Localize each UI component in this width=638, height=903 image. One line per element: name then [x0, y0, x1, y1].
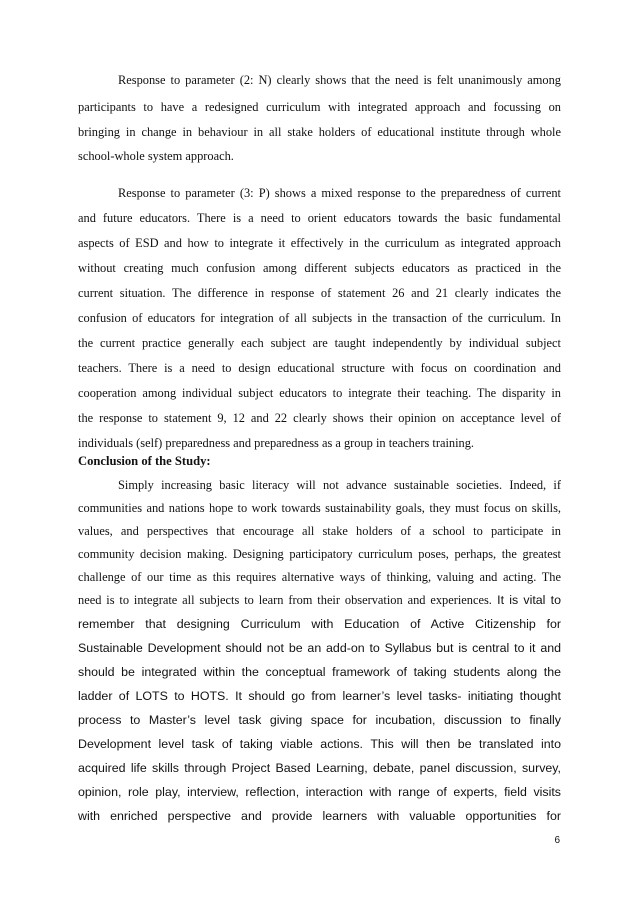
paragraph-2-line: aspects of ESD and how to integrate it effectively in the curriculum as integrated approach — [78, 236, 561, 250]
paragraph-3-sans-fragment: It is vital to — [491, 593, 561, 607]
paragraph-2-line: the current practice generally each subject are taught independently by individual subject — [78, 336, 561, 350]
paragraph-2-line: the response to statement 9, 12 and 22 clearly shows their opinion on acceptance level of — [78, 411, 561, 425]
paragraph-3-line: ladder of LOTS to HOTS. It should go from learner’s level tasks- initiating thought — [78, 689, 561, 703]
page-number: 6 — [554, 835, 560, 846]
paragraph-2-line: Response to parameter (3: P) shows a mixed response to the preparedness of current — [118, 186, 561, 200]
paragraph-3-serif-fragment: need is to integrate all subjects to learn from their observation and experiences. — [78, 593, 492, 607]
paragraph-3-line: Simply increasing basic literacy will not advance sustainable societies. Indeed, if — [118, 478, 561, 492]
paragraph-1-line: participants to have a redesigned curriculum with integrated approach and focussing on — [78, 100, 561, 114]
paragraph-3-line: acquired life skills through Project Based Learning, debate, panel discussion, survey, — [78, 761, 561, 775]
paragraph-3-line: values, and perspectives that encourage all stake holders of a school to participate in — [78, 524, 561, 538]
paragraph-3-line: community decision making. Designing participatory curriculum poses, perhaps, the greatest — [78, 547, 561, 561]
paragraph-2-line: cooperation among individual subject educators to integrate their teaching. The disparity in — [78, 386, 561, 400]
paragraph-2-line: individuals (self) preparedness and preparedness as a group in teachers training. — [78, 436, 475, 450]
paragraph-3-line: with enriched perspective and provide learners with valuable opportunities for — [78, 809, 561, 823]
paragraph-3-line: Development level task of taking viable actions. This will then be translated into — [78, 737, 561, 751]
conclusion-heading: Conclusion of the Study: — [78, 454, 211, 468]
paragraph-3-line: should be integrated within the conceptual framework of taking students along the — [78, 665, 561, 679]
paragraph-3-line: challenge of our time as this requires alternative ways of thinking, valuing and acting. The — [78, 570, 561, 584]
paragraph-3-line: communities and nations hope to work towards sustainability goals, they must focus on skills, — [78, 501, 561, 515]
paragraph-2-line: confusion of educators for integration of all subjects in the transaction of the curriculum. In — [78, 311, 561, 325]
paragraph-1-line: Response to parameter (2: N) clearly shows that the need is felt unanimously among — [118, 73, 561, 87]
paragraph-2-line: teachers. There is a need to design educational structure with focus on coordination and — [78, 361, 561, 375]
paragraph-3-mixed-line — [78, 592, 561, 608]
paragraph-1-line: school-whole system approach. — [78, 149, 234, 163]
paragraph-3-line: remember that designing Curriculum with Education of Active Citizenship for — [78, 617, 561, 631]
paragraph-2-line: current situation. The difference in response of statement 26 and 21 clearly indicates the — [78, 286, 561, 300]
paragraph-1-line: bringing in change in behaviour in all stake holders of educational institute through whole — [78, 125, 561, 139]
paragraph-3-line: opinion, role play, interview, reflection, interaction with range of experts, field visits — [78, 785, 561, 799]
paragraph-3-line: Sustainable Development should not be an add-on to Syllabus but is central to it and — [78, 641, 561, 655]
paragraph-3-line: process to Master’s level task giving space for incubation, discussion to finally — [78, 713, 561, 727]
paragraph-2-line: and future educators. There is a need to orient educators towards the basic fundamental — [78, 211, 561, 225]
paragraph-2-line: without creating much confusion among different subjects educators as practiced in the — [78, 261, 561, 275]
